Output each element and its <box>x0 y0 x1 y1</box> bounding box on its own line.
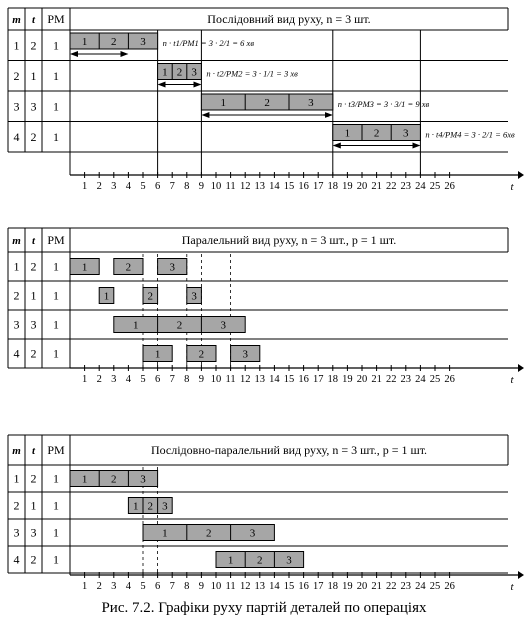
axis-tick-label: 3 <box>111 581 117 592</box>
task-part-label: 2 <box>373 127 380 140</box>
task-part-label: 1 <box>162 66 168 79</box>
task-part-label: 2 <box>111 36 117 48</box>
duration-formula: n · t1/PM1 = 3 · 2/1 = 6 хв <box>162 38 255 48</box>
task-part-label: 2 <box>198 348 205 361</box>
axis-tick-label: 6 <box>154 374 161 385</box>
axis-tick-label: 22 <box>385 181 397 192</box>
axis-tick-label: 23 <box>400 581 412 592</box>
task-part-label: 3 <box>140 36 146 48</box>
row-m-value: 2 <box>13 68 20 83</box>
row-t-value: 2 <box>30 552 37 567</box>
axis-tick-label: 3 <box>111 181 117 192</box>
figure-caption: Рис. 7.2. Графіки руху партій деталей по операціях <box>101 600 427 616</box>
axis-tick-label: 18 <box>327 374 339 385</box>
axis-tick-label: 18 <box>327 181 339 192</box>
task-part-label: 3 <box>220 319 227 332</box>
row-pm-value: 1 <box>53 552 59 567</box>
axis-tick-label: 8 <box>184 581 190 592</box>
axis-tick-label: 1 <box>81 181 88 192</box>
axis-label-t: t <box>510 374 514 386</box>
row-t-value: 2 <box>30 346 37 361</box>
axis-tick-label: 12 <box>239 581 251 592</box>
axis-tick-label: 24 <box>415 374 426 385</box>
header-m: m <box>12 235 21 247</box>
task-part-label: 1 <box>103 290 110 303</box>
axis-tick-label: 26 <box>444 374 455 385</box>
axis-label-t: t <box>510 181 514 193</box>
axis-tick-label: 21 <box>371 374 382 385</box>
axis-tick-label: 15 <box>283 181 295 192</box>
axis-tick-label: 25 <box>429 181 441 192</box>
header-t: t <box>31 445 36 457</box>
axis-tick-label: 26 <box>444 581 455 592</box>
axis-tick-label: 9 <box>198 374 205 385</box>
axis-tick-label: 24 <box>415 181 426 192</box>
axis-tick-label: 12 <box>239 374 251 385</box>
axis-tick-label: 15 <box>283 374 295 385</box>
axis-tick-label: 17 <box>312 581 324 592</box>
row-pm-value: 1 <box>53 99 59 114</box>
axis-tick-label: 25 <box>429 374 441 385</box>
row-pm-value: 1 <box>53 259 59 274</box>
task-part-label: 3 <box>403 127 409 140</box>
axis-tick-label: 7 <box>169 581 175 592</box>
duration-formula: n · t2/PM2 = 3 · 1/1 = 3 хв <box>206 68 298 79</box>
header-pm: РМ <box>47 233 65 247</box>
axis-tick-label: 2 <box>96 581 102 592</box>
row-pm-value: 1 <box>53 68 59 83</box>
axis-tick-label: 14 <box>269 181 280 192</box>
axis-tick-label: 17 <box>312 374 324 385</box>
axis-tick-label: 4 <box>125 181 132 192</box>
task-part-label: 2 <box>176 66 183 79</box>
axis-tick-label: 26 <box>444 181 455 192</box>
task-part-label: 1 <box>162 527 168 540</box>
axis-tick-label: 7 <box>169 181 175 192</box>
axis-label-t: t <box>510 581 514 593</box>
row-m-value: 4 <box>13 552 20 567</box>
task-part-label: 3 <box>191 66 197 79</box>
header-pm: РМ <box>47 12 65 26</box>
axis-tick-label: 20 <box>356 181 368 192</box>
axis-tick-label: 8 <box>184 181 190 192</box>
row-pm-value: 1 <box>53 38 59 53</box>
axis-tick-label: 1 <box>81 581 88 592</box>
axis-tick-label: 4 <box>125 374 132 385</box>
axis-tick-label: 13 <box>254 181 266 192</box>
header-t: t <box>31 235 36 247</box>
axis-tick-label: 17 <box>312 181 324 192</box>
row-t-value: 1 <box>30 288 37 303</box>
task-part-label: 3 <box>191 290 197 303</box>
header-t: t <box>31 14 36 26</box>
row-pm-value: 1 <box>53 317 59 332</box>
task-part-label: 2 <box>176 319 183 332</box>
axis-tick-label: 7 <box>169 374 175 385</box>
task-part-label: 1 <box>132 500 139 513</box>
row-t-value: 2 <box>30 471 37 486</box>
task-part-label: 3 <box>249 527 256 540</box>
row-m-value: 3 <box>13 317 20 332</box>
task-part-label: 2 <box>147 290 154 303</box>
axis-tick-label: 23 <box>400 374 412 385</box>
duration-formula: n · t4/PM4 = 3 · 2/1 = 6хв <box>425 129 515 140</box>
header-pm: РМ <box>47 443 65 457</box>
task-part-label: 1 <box>81 36 88 48</box>
axis-tick-label: 21 <box>371 581 382 592</box>
row-m-value: 4 <box>13 346 20 361</box>
time-axis-arrowhead <box>518 571 524 579</box>
task-part-label: 1 <box>81 473 88 486</box>
axis-tick-label: 4 <box>125 581 132 592</box>
axis-tick-label: 16 <box>298 181 309 192</box>
axis-tick-label: 9 <box>198 181 205 192</box>
task-part-label: 2 <box>111 473 117 486</box>
task-part-label: 1 <box>132 319 139 332</box>
axis-tick-label: 5 <box>140 581 146 592</box>
task-part-label: 3 <box>308 97 314 109</box>
task-part-label: 1 <box>344 127 351 140</box>
row-pm-value: 1 <box>53 525 59 540</box>
axis-tick-label: 10 <box>210 581 222 592</box>
row-pm-value: 1 <box>53 498 59 513</box>
axis-tick-label: 20 <box>356 581 368 592</box>
axis-tick-label: 15 <box>283 581 295 592</box>
axis-tick-label: 23 <box>400 181 412 192</box>
axis-tick-label: 9 <box>198 581 205 592</box>
row-t-value: 3 <box>30 317 37 332</box>
row-m-value: 1 <box>13 471 20 486</box>
axis-tick-label: 14 <box>269 374 280 385</box>
row-m-value: 1 <box>13 38 20 53</box>
axis-tick-label: 5 <box>140 374 146 385</box>
task-part-label: 3 <box>140 473 146 486</box>
axis-tick-label: 10 <box>210 181 222 192</box>
task-part-label: 3 <box>242 348 248 361</box>
row-pm-value: 1 <box>53 288 59 303</box>
axis-tick-label: 6 <box>154 581 161 592</box>
axis-tick-label: 16 <box>298 581 309 592</box>
row-m-value: 4 <box>13 129 20 144</box>
task-part-label: 1 <box>81 261 88 274</box>
axis-tick-label: 25 <box>429 581 441 592</box>
chart-title: Паралельний вид руху, n = 3 шт., p = 1 шт. <box>181 233 397 247</box>
axis-tick-label: 10 <box>210 374 222 385</box>
chart-title: Послідовно-паралельний вид руху, n = 3 шт., p = 1 шт. <box>150 443 428 457</box>
axis-tick-label: 22 <box>385 374 397 385</box>
chart-title: Послідовний вид руху, n = 3 шт. <box>207 12 371 26</box>
axis-tick-label: 11 <box>225 181 236 192</box>
row-m-value: 3 <box>13 525 20 540</box>
axis-tick-label: 19 <box>342 181 353 192</box>
task-part-label: 3 <box>162 500 168 513</box>
task-part-label: 2 <box>257 554 263 567</box>
row-t-value: 2 <box>30 38 37 53</box>
axis-tick-label: 19 <box>342 581 353 592</box>
row-m-value: 2 <box>13 498 20 513</box>
task-part-label: 2 <box>264 97 270 109</box>
axis-tick-label: 3 <box>111 374 117 385</box>
task-part-label: 3 <box>286 554 292 567</box>
row-pm-value: 1 <box>53 129 59 144</box>
time-axis-arrowhead <box>518 171 524 179</box>
task-part-label: 1 <box>220 97 227 109</box>
row-t-value: 2 <box>30 129 37 144</box>
axis-tick-label: 24 <box>415 581 426 592</box>
axis-tick-label: 11 <box>225 581 236 592</box>
duration-formula: n · t3/PM3 = 3 · 3/1 = 9 хв <box>337 99 430 109</box>
axis-tick-label: 22 <box>385 581 397 592</box>
task-part-label: 2 <box>125 261 132 274</box>
axis-tick-label: 11 <box>225 374 236 385</box>
task-part-label: 3 <box>169 261 175 274</box>
axis-tick-label: 18 <box>327 581 339 592</box>
row-m-value: 1 <box>13 259 20 274</box>
axis-tick-label: 13 <box>254 581 266 592</box>
row-t-value: 3 <box>30 99 37 114</box>
axis-tick-label: 21 <box>371 181 382 192</box>
row-t-value: 1 <box>30 68 37 83</box>
axis-tick-label: 12 <box>239 181 251 192</box>
row-t-value: 1 <box>30 498 37 513</box>
axis-tick-label: 5 <box>140 181 146 192</box>
header-m: m <box>12 445 21 457</box>
axis-tick-label: 6 <box>154 181 161 192</box>
task-part-label: 1 <box>227 554 234 567</box>
axis-tick-label: 16 <box>298 374 309 385</box>
axis-tick-label: 2 <box>96 374 102 385</box>
axis-tick-label: 8 <box>184 374 190 385</box>
time-axis-arrowhead <box>518 364 524 372</box>
row-t-value: 3 <box>30 525 37 540</box>
header-m: m <box>12 14 21 26</box>
axis-tick-label: 14 <box>269 581 280 592</box>
row-t-value: 2 <box>30 259 37 274</box>
task-part-label: 2 <box>147 500 154 513</box>
row-m-value: 3 <box>13 99 20 114</box>
axis-tick-label: 2 <box>96 181 102 192</box>
task-part-label: 1 <box>154 348 161 361</box>
row-m-value: 2 <box>13 288 20 303</box>
row-pm-value: 1 <box>53 346 59 361</box>
axis-tick-label: 19 <box>342 374 353 385</box>
task-part-label: 2 <box>205 527 212 540</box>
row-pm-value: 1 <box>53 471 59 486</box>
axis-tick-label: 20 <box>356 374 368 385</box>
axis-tick-label: 13 <box>254 374 266 385</box>
axis-tick-label: 1 <box>81 374 88 385</box>
